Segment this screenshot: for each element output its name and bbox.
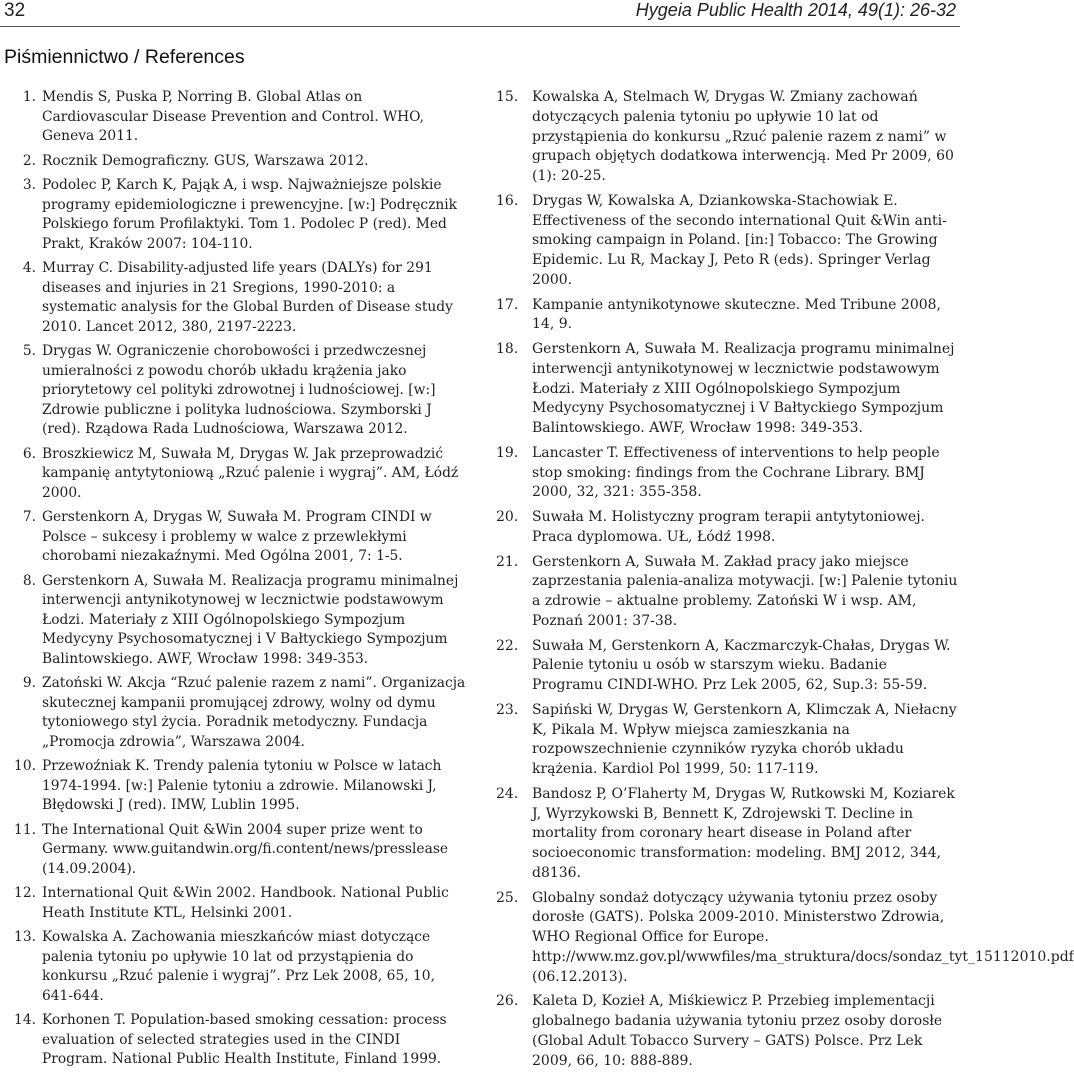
reference-item xyxy=(6,757,466,816)
reference-text: Przewoźniak K. Trendy palenia tytoniu w Polsce w latach 1974-1994. [w:] Palenie tytoniu a zdrowie. Milanowski J, Błędowski J (red). IMW, Lublin 1995. xyxy=(42,758,442,813)
reference-number: 16. xyxy=(496,192,519,209)
reference-item xyxy=(6,342,466,440)
reference-number: 26. xyxy=(496,993,519,1010)
page-number: 32 xyxy=(4,0,26,21)
reference-item xyxy=(6,928,466,1006)
reference-text: Kaleta D, Kozieł A, Miśkiewicz P. Przebieg implementacji globalnego badania używania tytoniu przez osoby dorosłe (Global Adult Tobacco Survery – GATS) Polsce. Prz Lek 2009, 66, 10: 888-889. xyxy=(532,993,943,1069)
reference-number: 22. xyxy=(496,637,519,654)
reference-item xyxy=(6,884,466,923)
reference-number: 10. xyxy=(14,758,36,774)
reference-text: Gerstenkorn A, Suwała M. Realizacja programu minimalnej interwencji antynikotynowej w lecznictwie podstawowym Łodzi. Materiały z XIII Ogólnopolskiego Sympozjum Medycyny Psychosomatycznej i V Bałtyckiego Sympozjum Balintowskiego. AWF, Wrocław 1998: 349-353. xyxy=(532,341,955,436)
reference-number: 2. xyxy=(22,152,36,169)
reference-item xyxy=(6,152,466,172)
reference-item xyxy=(496,88,958,187)
reference-text: Bandosz P, O’Flaherty M, Drygas W, Rutkowski M, Koziarek J, Wyrzykowski B, Bennett K, Zdrojewski T. Decline in mortality from coronary heart disease in Poland after socioeconomic transformation: modeling. BMJ 2012, 344, d8136. xyxy=(532,785,955,881)
reference-number: 13. xyxy=(14,929,36,945)
reference-number: 19. xyxy=(496,444,519,461)
reference-text: The International Quit &Win 2004 super prize went to Germany. www.guitandwin.org/fi.content/news/presslease (14.09.2004). xyxy=(42,821,449,877)
reference-item xyxy=(496,192,958,291)
reference-number: 5. xyxy=(22,343,36,359)
reference-text: Kowalska A, Stelmach W, Drygas W. Zmiany zachowań dotyczących palenia tytoniu po upływie 10 lat od przystąpienia do konkursu „Rzuć palenie razem z nami” w grupach objętych dodatkowa interwencją. Med Pr 2009, 60 (1): 20-25. xyxy=(532,89,954,184)
reference-item xyxy=(6,259,466,337)
reference-text: Gerstenkorn A, Suwała M. Realizacja programu minimalnej interwencji antynikotynowej w lecznictwie podstawowym Łodzi. Materiały z XIII Ogólnopolskiego Sympozjum Medycyny Psychosomatycznej i V Bałtyckiego Sympozjum Balintowskiego. AWF, Wrocław 1998: 349-353. xyxy=(42,572,459,667)
reference-item xyxy=(6,445,466,504)
reference-item xyxy=(6,88,466,147)
reference-number: 21. xyxy=(496,553,519,570)
reference-number: 7. xyxy=(22,509,36,525)
reference-text: Lancaster T. Effectiveness of interventions to help people stop smoking: findings from the Cochrane Library. BMJ 2000, 32, 321: 355-358. xyxy=(532,444,940,501)
reference-number: 25. xyxy=(496,889,519,906)
journal-citation: Hygeia Public Health 2014, 49(1): 26-32 xyxy=(635,0,956,20)
reference-number: 4. xyxy=(22,260,36,276)
reference-text: Mendis S, Puska P, Norring B. Global Atlas on Cardiovascular Disease Prevention and Control. WHO, Geneva 2011. xyxy=(42,89,425,144)
reference-item xyxy=(6,1011,466,1070)
reference-item xyxy=(496,444,958,503)
reference-text: Globalny sondaż dotyczący używania tytoniu przez osoby dorosłe (GATS). Polska 2009-2010. Ministerstwo Zdrowia, WHO Regional Office for Europe. http://www.mz.gov.pl/wwwfiles/ma_struktura/docs/sondaz_tyt_15112010.pdf (06.12.2013). xyxy=(532,889,1074,985)
reference-item xyxy=(496,992,958,1071)
reference-item xyxy=(6,508,466,567)
reference-item xyxy=(496,889,1074,988)
references-left-column xyxy=(6,88,466,1075)
reference-text: Korhonen T. Population-based smoking cessation: process evaluation of selected strategies used in the CINDI Program. National Public Health Institute, Finland 1999. xyxy=(42,1012,447,1067)
reference-item xyxy=(496,553,958,632)
reference-item xyxy=(6,821,466,880)
reference-text: Sapiński W, Drygas W, Gerstenkorn A, Klimczak A, Niełacny K, Pikala M. Wpływ miejsca zamieszkania na rozpowszechnienie czynników ryzyka chorób układu krążenia. Kardiol Pol 1999, 50: 117-119. xyxy=(532,701,957,777)
reference-item xyxy=(6,674,466,752)
reference-text: Podolec P, Karch K, Pająk A, i wsp. Najważniejsze polskie programy epidemiologiczne i prewencyjne. [w:] Podręcznik Polskiego forum Profilaktyki. Tom 1. Podolec P (red). Med Prakt, Kraków 2007: 104-110. xyxy=(42,177,458,252)
reference-number: 11. xyxy=(14,821,36,838)
reference-item xyxy=(496,340,958,439)
reference-text: Suwała M. Holistyczny program terapii antytytoniowej. Praca dyplomowa. UŁ, Łódź 1998. xyxy=(532,509,926,545)
section-title: Piśmiennictwo / References xyxy=(4,46,245,68)
reference-text: Gerstenkorn A, Suwała M. Zakład pracy jako miejsce zaprzestania palenia-analiza motywacji. [w:] Palenie tytoniu a zdrowie – aktualne problemy. Zatoński W i wsp. AM, Poznań 2001: 37-38. xyxy=(532,553,958,629)
reference-number: 23. xyxy=(496,701,519,718)
reference-number: 20. xyxy=(496,509,519,525)
reference-number: 12. xyxy=(14,885,36,901)
reference-text: Kowalska A. Zachowania mieszkańców miast dotyczące palenia tytoniu po upływie 10 lat od przystąpienia do konkursu „Rzuć palenie i wygraj”. Prz Lek 2008, 65, 10, 641-644. xyxy=(42,929,435,1004)
reference-item xyxy=(496,508,958,548)
reference-number: 14. xyxy=(14,1012,36,1028)
page-header xyxy=(0,0,960,27)
reference-text: International Quit &Win 2002. Handbook. National Public Heath Institute KTL, Helsinki 2001. xyxy=(42,885,449,921)
reference-text: Gerstenkorn A, Drygas W, Suwała M. Program CINDI w Polsce – sukcesy i problemy w walce z przewlekłymi chorobami niezakaźnymi. Med Ogólna 2001, 7: 1-5. xyxy=(42,509,432,564)
reference-item xyxy=(6,572,466,670)
reference-text: Zatoński W. Akcja “Rzuć palenie razem z nami”. Organizacja skutecznej kampanii promującej zdrowy, wolny od dymu tytoniowego styl życia. Poradnik metodyczny. Fundacja „Promocja zdrowia”, Warszawa 2004. xyxy=(42,675,466,750)
reference-number: 17. xyxy=(496,296,519,313)
references-right-column xyxy=(496,88,1074,1076)
reference-item xyxy=(496,785,958,884)
reference-text: Kampanie antynikotynowe skuteczne. Med Tribune 2008, 14, 9. xyxy=(532,296,941,333)
reference-number: 1. xyxy=(22,89,36,105)
reference-number: 18. xyxy=(496,341,519,357)
reference-number: 15. xyxy=(496,89,519,105)
reference-item xyxy=(496,637,958,696)
reference-text: Rocznik Demograficzny. GUS, Warszawa 2012. xyxy=(42,152,369,169)
reference-number: 3. xyxy=(22,177,36,193)
reference-item xyxy=(6,176,466,254)
reference-item xyxy=(496,701,958,780)
reference-item xyxy=(496,296,958,336)
reference-number: 24. xyxy=(496,785,519,802)
reference-text: Drygas W. Ograniczenie chorobowości i przedwczesnej umieralności z powodu chorób układu krążenia jako priorytetowy cel polityki zdrowotnej i ludnościowej. [w:] Zdrowie publiczne i polityka ludnościowa. Szymborski J (red). Rządowa Rada Ludnościowa, Warszawa 2012. xyxy=(42,343,436,437)
reference-number: 6. xyxy=(22,445,36,462)
reference-text: Suwała M, Gerstenkorn A, Kaczmarczyk-Chałas, Drygas W. Palenie tytoniu u osób w starszym wieku. Badanie Programu CINDI-WHO. Prz Lek 2005, 62, Sup.3: 55-59. xyxy=(532,637,951,693)
reference-text: Drygas W, Kowalska A, Dziankowska-Stachowiak E. Effectiveness of the secondo international Quit &Win anti-smoking campaign in Poland. [in:] Tobacco: The Growing Epidemic. Lu R, Mackay J, Peto R (eds). Springer Verlag 2000. xyxy=(532,192,947,288)
reference-number: 9. xyxy=(22,675,36,691)
reference-text: Murray C. Disability-adjusted life years (DALYs) for 291 diseases and injuries in 21 Sregions, 1990-2010: a systematic analysis for the Global Burden of Disease study 2010. Lancet 2012, 380, 2197-2223. xyxy=(42,260,453,335)
reference-number: 8. xyxy=(22,572,36,589)
reference-text: Broszkiewicz M, Suwała M, Drygas W. Jak przeprowadzić kampanię antytytoniową „Rzuć palenie i wygraj”. AM, Łódź 2000. xyxy=(42,445,459,501)
